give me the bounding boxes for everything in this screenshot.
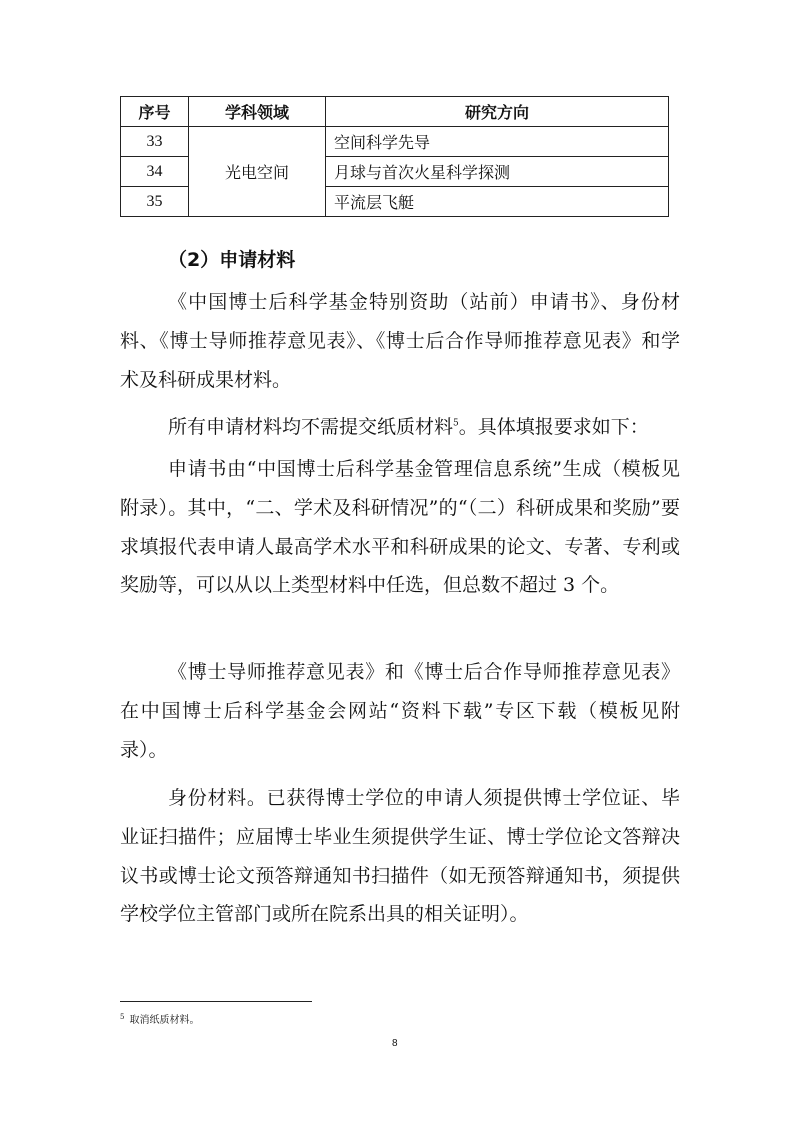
paragraph-application-form: 申请书由“中国博士后科学基金管理信息系统”生成（模板见附录）。其中，“二、学术及科研情况”的“（二）科研成果和奖励”要求填报代表申请人最高学术水平和科研成果的论文、专著、专利或奖励等，可以从以上类型材料中任选，但总数不超过 3 个。 <box>120 458 680 597</box>
paragraph-text: 所有申请材料均不需提交纸质材料 <box>168 416 454 438</box>
footnote-divider <box>120 1001 312 1002</box>
footnote-ref: 5 <box>453 418 459 429</box>
section-title: （2）申请材料 <box>168 249 296 271</box>
row-number: 35 <box>121 187 189 217</box>
paragraph-recommendation-forms: 《博士导师推荐意见表》和《博士后合作导师推荐意见表》在中国博士后科学基金会网站“资料下载”专区下载（模板见附录）。 <box>120 661 680 761</box>
row-direction: 月球与首次火星科学探测 <box>326 157 669 187</box>
paragraph-materials-list: 《中国博士后科学基金特别资助（站前）申请书》、身份材料、《博士导师推荐意见表》、《博士后合作导师推荐意见表》和学术及科研成果材料。 <box>120 291 680 391</box>
footnote-text: 取消纸质材料。 <box>129 1015 200 1026</box>
paragraph-text: 。具体填报要求如下： <box>458 416 649 438</box>
table-row <box>121 127 669 157</box>
table-header-row <box>121 97 669 127</box>
row-direction: 空间科学先导 <box>326 127 669 157</box>
field-cell: 光电空间 <box>189 127 326 217</box>
paragraph-no-paper <box>120 408 680 447</box>
footnote-mark: 5 <box>120 1012 125 1021</box>
row-number: 34 <box>121 157 189 187</box>
row-number: 33 <box>121 127 189 157</box>
research-direction-table <box>120 96 669 217</box>
page-number: 8 <box>392 1038 398 1049</box>
header-field: 学科领域 <box>189 97 326 127</box>
footnote <box>120 1011 199 1026</box>
paragraph-identity-materials: 身份材料。已获得博士学位的申请人须提供博士学位证、毕业证扫描件；应届博士毕业生须提供学生证、博士学位论文答辩决议书或博士论文预答辩通知书扫描件（如无预答辩通知书，须提供学校学位主管部门或所在院系出具的相关证明）。 <box>120 787 680 926</box>
header-direction: 研究方向 <box>326 97 669 127</box>
row-direction: 平流层飞艇 <box>326 187 669 217</box>
header-number: 序号 <box>121 97 189 127</box>
